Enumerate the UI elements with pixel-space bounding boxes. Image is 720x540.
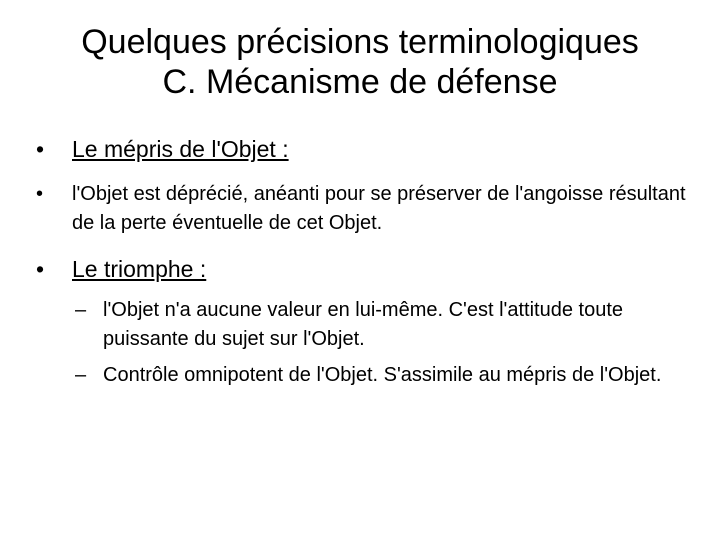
bullet-marker: • [36,256,45,282]
bullet-text: Le triomphe : [72,256,207,282]
bullet-text: l'Objet est déprécié, anéanti pour se préserver de l'angoisse résultant de la perte éventuelle de cet Objet. [72,183,686,234]
sub-bullet-text: Contrôle omnipotent de l'Objet. S'assimile au mépris de l'Objet. [103,364,662,386]
sub-bullet-2 [36,361,696,390]
sub-bullet-1 [36,296,696,354]
bullet-marker: • [36,136,45,162]
sub-bullet-marker: – [75,299,87,321]
bullet-triomphe-heading [36,254,696,284]
bullet-mepris-description [36,180,696,238]
bullet-list [36,134,696,397]
title-line-1: Quelques précisions terminologiques [81,23,639,61]
bullet-text: Le mépris de l'Objet : [72,136,289,162]
bullet-mepris-heading [36,134,696,164]
slide-title [40,22,680,102]
title-line-2: C. Mécanisme de défense [162,63,558,101]
sub-bullet-text: l'Objet n'a aucune valeur en lui-même. C'est l'attitude toute puissante du sujet sur l'Objet. [103,299,623,350]
sub-bullet-marker: – [75,364,87,386]
bullet-marker: • [36,183,44,205]
